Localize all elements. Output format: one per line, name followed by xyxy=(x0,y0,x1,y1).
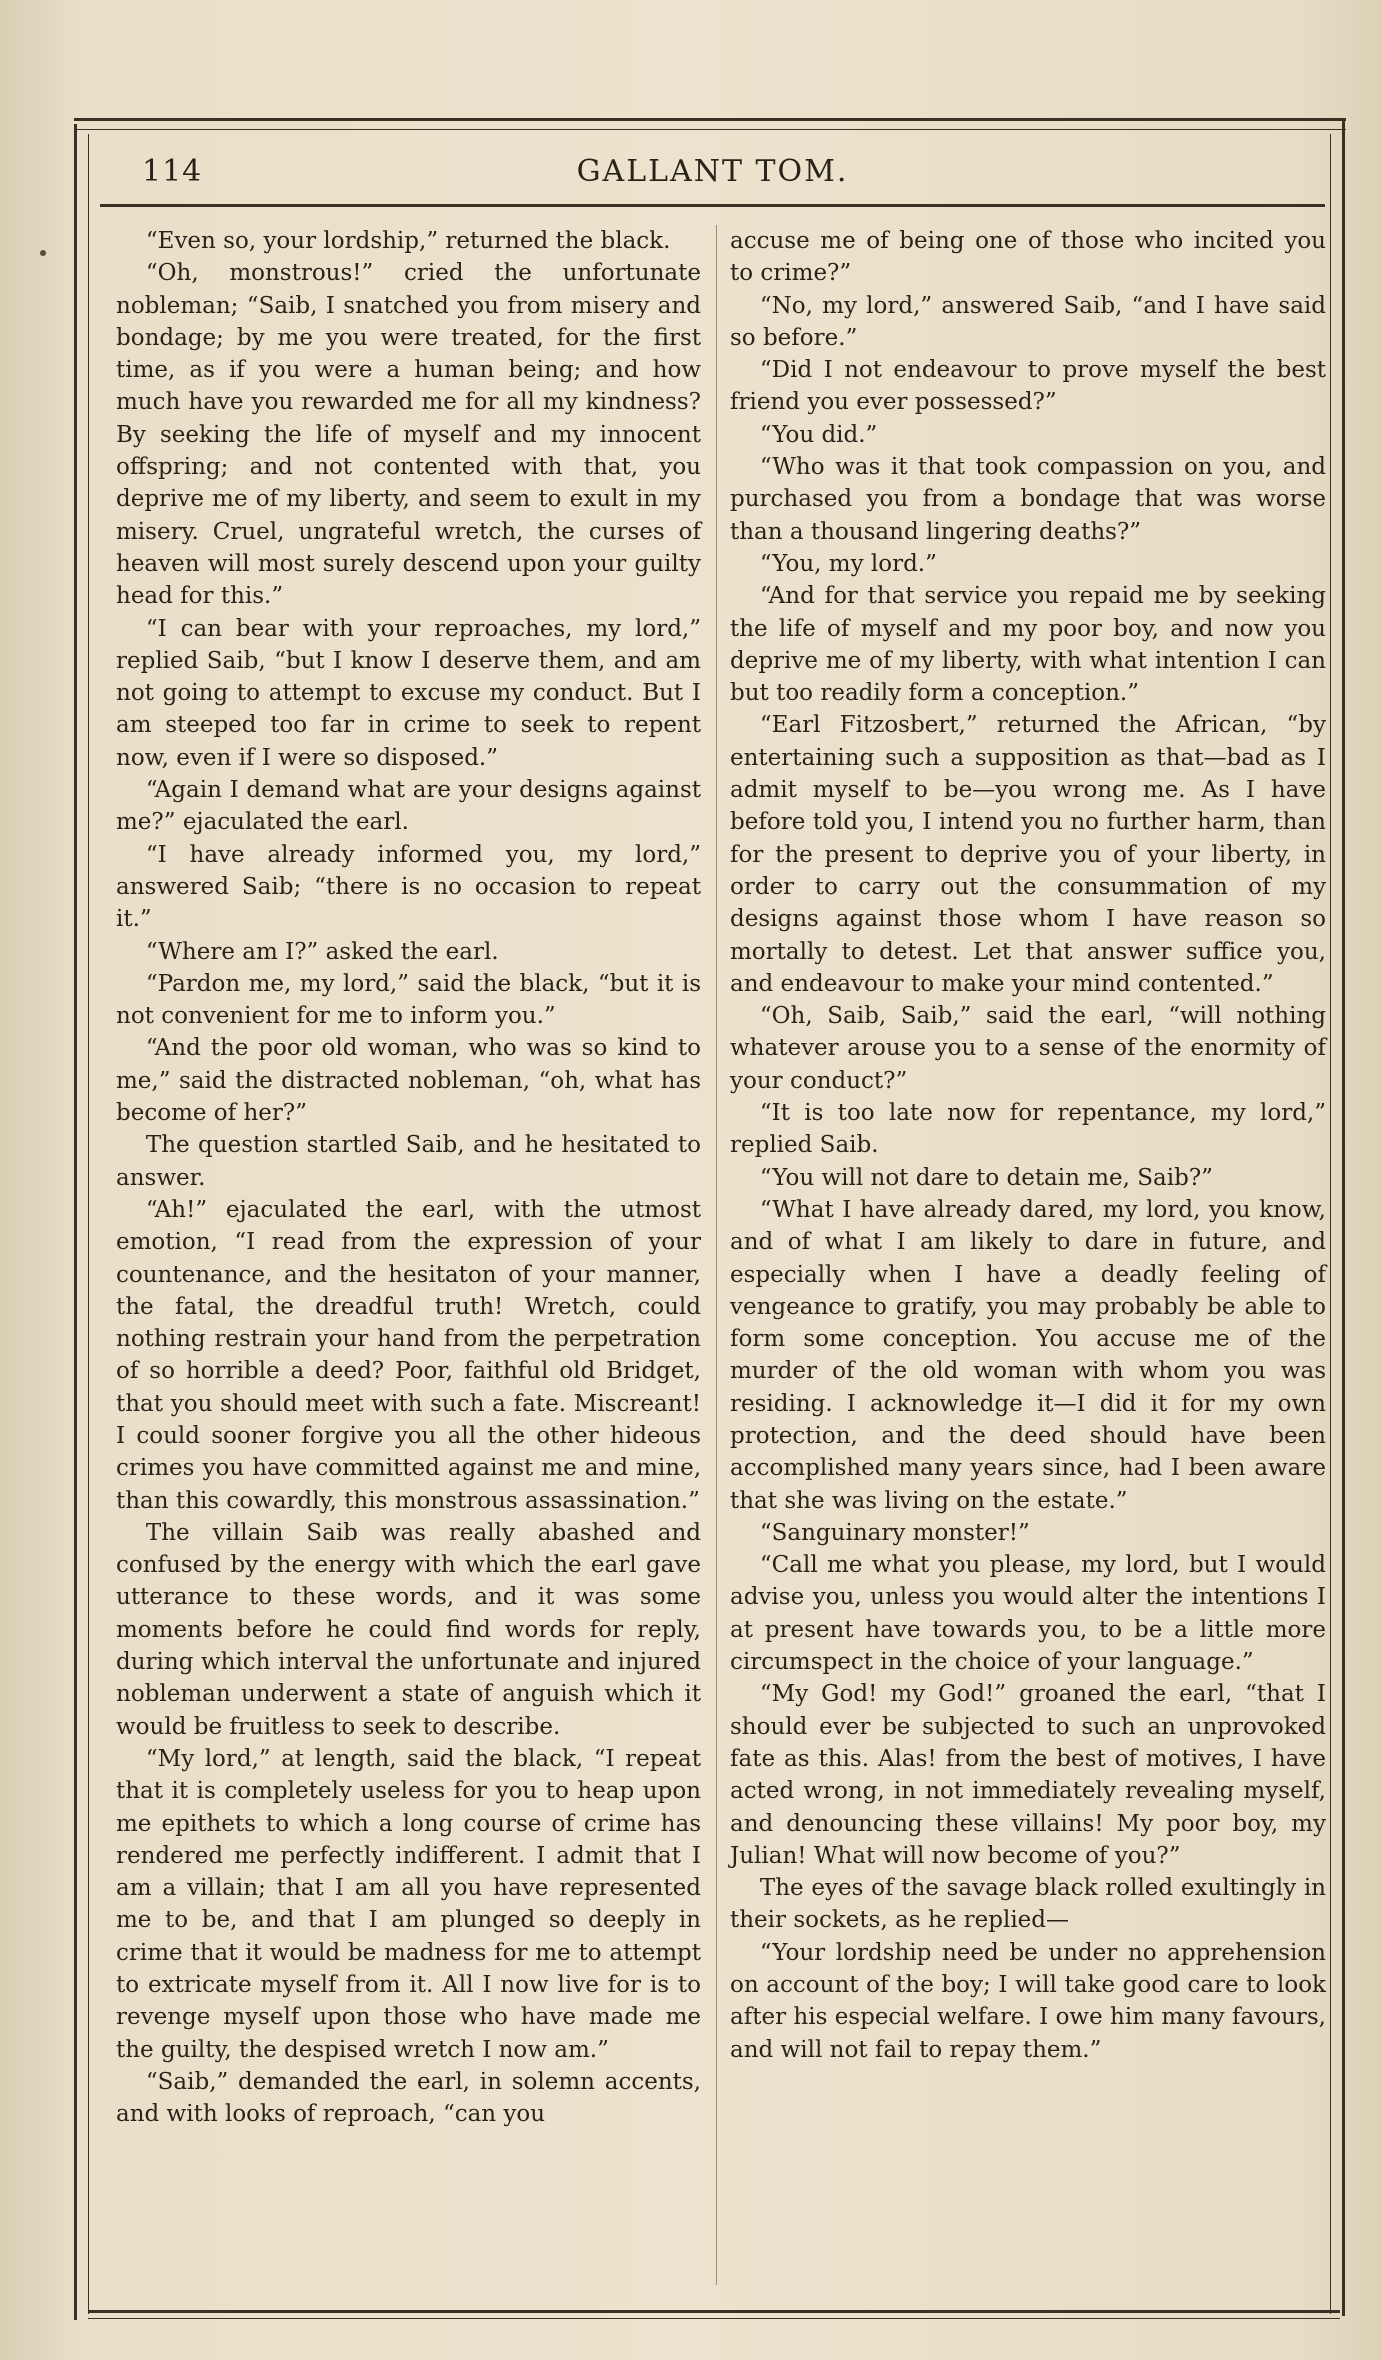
paragraph: “Oh, monstrous!” cried the unfortunate nobleman; “Saib, I snatched you from misery and bondage; by me you were treated, for the first time, as if you were a human being; and how much have you rewarded me for all my kindness? By seeking the life of myself and my innocent offspring; and not contented with that, you deprive me of my liberty, and seem to exult in my misery. Cruel, ungrateful wretch, the curses of heaven will most surely descend upon your guilty head for this.” xyxy=(116,260,701,610)
frame-rule-top-outer xyxy=(74,118,1346,121)
paragraph: “Saib,” demanded the earl, in solemn accents, and with looks of reproach, “can you xyxy=(116,2068,701,2128)
paragraph: The villain Saib was really abashed and confused by the energy with which the earl gave utterance to these words, and it was some moments before he could find words for reply, during which interval the unfortunate and injured nobleman underwent a state of anguish which it would be fruitless to seek to describe. xyxy=(116,1519,701,1740)
paragraph: “Where am I?” asked the earl. xyxy=(145,938,499,965)
running-title: GALLANT TOM. xyxy=(576,154,849,189)
paragraph: “It is too late now for repentance, my lord,” replied Saib. xyxy=(730,1100,1326,1159)
paragraph: “My lord,” at length, said the black, “I repeat that it is completely useless for you to heap upon me epithets to which a long course of crime has rendered me perfectly indifferent. I admit that I am a villain; that I am all you have represented me to be, and that I am plunged so deeply in crime that it would be madness for me to attempt to extricate myself from it. All I now live for is to revenge myself upon those who have made me the guilty, the despised wretch I now am.” xyxy=(116,1745,701,2063)
paragraph: “My God! my God!” groaned the earl, “that I should ever be subjected to such an unprovoked fate as this. Alas! from the best of motives, I have acted wrong, in not immediately revealing myself, and denouncing these villains! My poor boy, my Julian! What will now become of you?” xyxy=(730,1681,1326,1869)
paragraph-continued: accuse me of being one of those who incited you to crime?” xyxy=(730,228,1326,287)
paragraph: “You, my lord.” xyxy=(759,550,937,577)
paragraph: “You did.” xyxy=(759,421,878,448)
paragraph: “Oh, Saib, Saib,” said the earl, “will nothing whatever arouse you to a sense of the enormity of your conduct?” xyxy=(730,1003,1326,1094)
paragraph: The question startled Saib, and he hesitated to answer. xyxy=(116,1132,701,1191)
column-divider xyxy=(716,225,717,2285)
paragraph: “Sanguinary monster!” xyxy=(759,1519,1030,1546)
paragraph: “Pardon me, my lord,” said the black, “but it is not convenient for me to inform you.” xyxy=(116,970,701,1030)
frame-rule-right-outer xyxy=(1342,120,1345,2316)
frame-rule-bottom-outer xyxy=(88,2310,1340,2313)
paragraph: “What I have already dared, my lord, you know, and of what I am likely to dare in future, and especially when I have a deadly feeling of vengeance to gratify, you may probably be able to form some conception. You accuse me of the murder of the old woman with whom you was residing. I acknowledge it—I did it for my own protection, and the deed should have been accomplished many years since, had I been aware that she was living on the estate.” xyxy=(730,1196,1326,1514)
paragraph: “And for that service you repaid me by seeking the life of myself and my poor boy, and now you deprive me of my liberty, with what intention I can but too readily form a conception.” xyxy=(730,583,1326,707)
left-column xyxy=(116,225,701,2131)
ink-speck xyxy=(40,250,46,256)
paragraph: “No, my lord,” answered Saib, “and I have said so before.” xyxy=(730,292,1326,351)
paragraph: “Did I not endeavour to prove myself the best friend you ever possessed?” xyxy=(730,357,1326,416)
paragraph: “And the poor old woman, who was so kind to me,” said the distracted nobleman, “oh, what has become of her?” xyxy=(116,1035,701,1127)
paragraph: “I can bear with your reproaches, my lord,” replied Saib, “but I know I deserve them, and am not going to attempt to excuse my conduct. But I am steeped too far in crime to seek to repent now, even if I were so disposed.” xyxy=(116,615,701,771)
frame-rule-left-outer xyxy=(74,124,77,2320)
page-number: 114 xyxy=(142,154,203,189)
frame-rule-right-inner xyxy=(1330,134,1331,2314)
paragraph: “Ah!” ejaculated the earl, with the utmost emotion, “I read from the expression of your countenance, and the hesitaton of your manner, the fatal, the dreadful truth! Wretch, could nothing restrain your hand from the perpetration of so horrible a deed? Poor, faithful old Bridget, that you should meet with such a fate. Miscreant! I could sooner forgive you all the other hideous crimes you have committed against me and mine, than this cowardly, this monstrous assassination.” xyxy=(116,1196,701,1514)
paragraph: “Earl Fitzosbert,” returned the African, “by entertaining such a supposition as that—bad as I admit myself to be—you wrong me. As I have before told you, I intend you no further harm, than for the present to deprive you of your liberty, in order to carry out the consummation of my designs against those whom I have reason so mortally to detest. Let that answer suffice you, and endeavour to make your mind contented.” xyxy=(730,712,1326,997)
paragraph: The eyes of the savage black rolled exultingly in their sockets, as he replied— xyxy=(730,1875,1326,1934)
right-column xyxy=(730,225,1326,2066)
frame-rule-bottom-inner xyxy=(88,2318,1340,2319)
paragraph: “Call me what you please, my lord, but I would advise you, unless you would alter the intentions I at present have towards you, to be a little more circumspect in the choice of your language.” xyxy=(730,1552,1326,1676)
paragraph: “Your lordship need be under no apprehension on account of the boy; I will take good care to look after his especial welfare. I owe him many favours, and will not fail to repay them.” xyxy=(730,1939,1326,2063)
frame-rule-top-inner xyxy=(74,129,1346,130)
paragraph: “I have already informed you, my lord,” answered Saib; “there is no occasion to repeat it.” xyxy=(116,841,701,933)
paragraph: “You will not dare to detain me, Saib?” xyxy=(759,1164,1213,1191)
paragraph: “Even so, your lordship,” returned the black. xyxy=(145,228,671,254)
page-header xyxy=(100,152,1325,200)
paragraph: “Who was it that took compassion on you, and purchased you from a bondage that was worse than a thousand lingering deaths?” xyxy=(730,454,1326,545)
header-rule xyxy=(100,204,1325,207)
frame-rule-left-inner xyxy=(88,134,89,2314)
paragraph: “Again I demand what are your designs against me?” ejaculated the earl. xyxy=(116,777,701,836)
